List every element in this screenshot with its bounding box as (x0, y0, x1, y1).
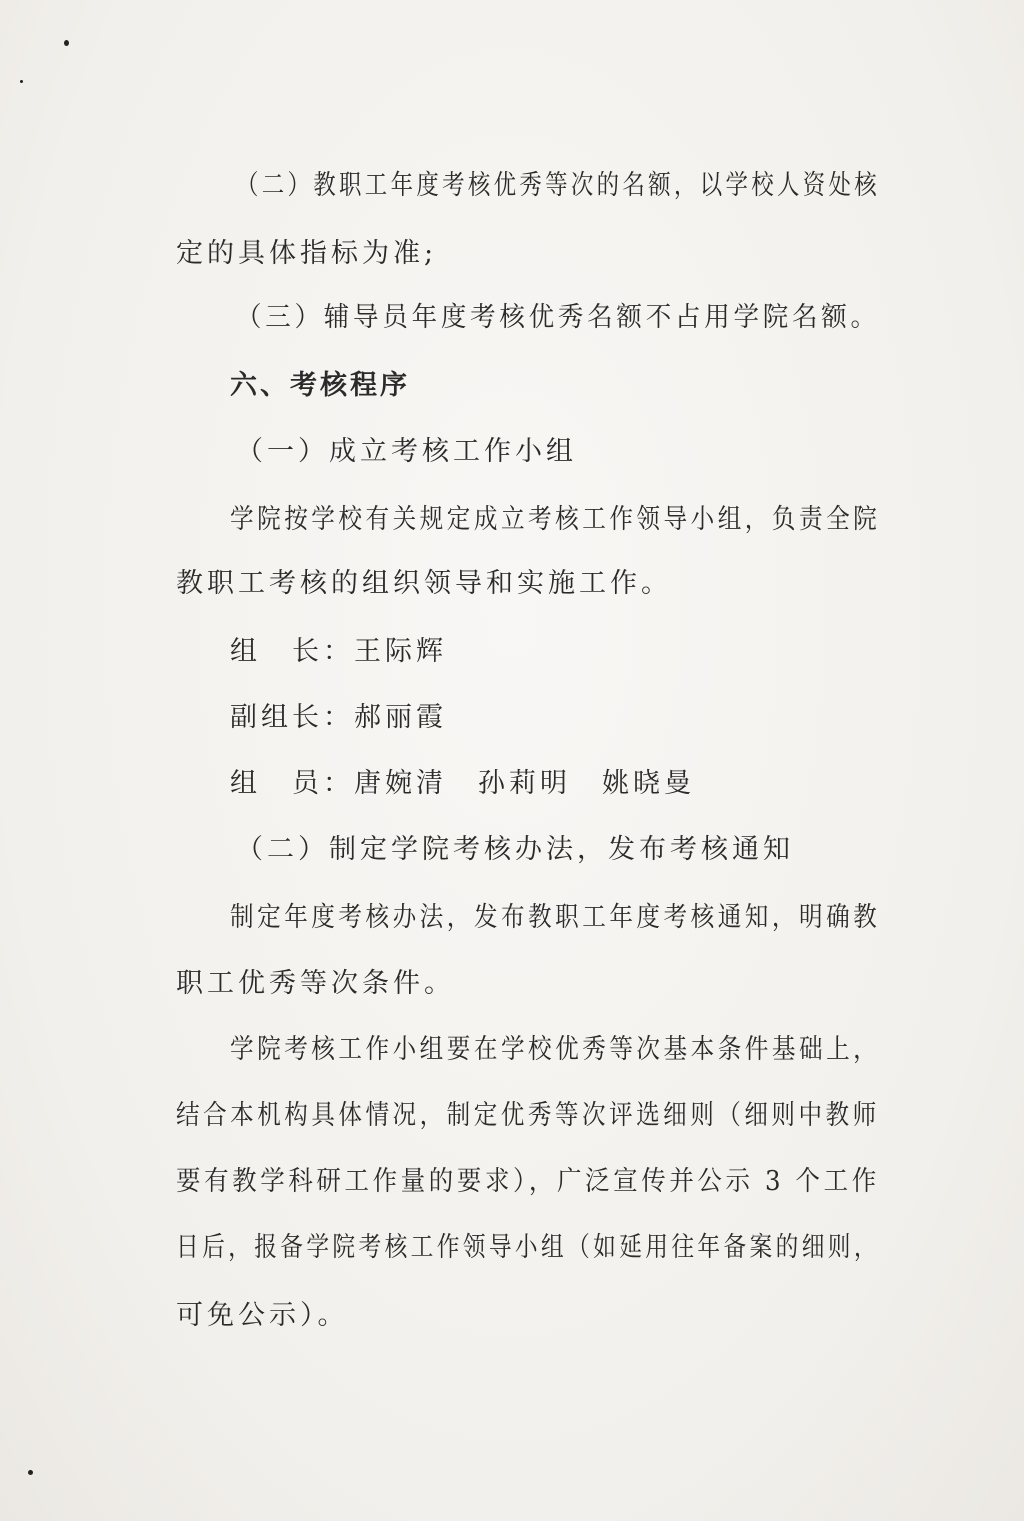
doc-line: 学院按学校有关规定成立考核工作领导小组，负责全院 (230, 504, 881, 535)
doc-line: 职工优秀等次条件。 (176, 968, 455, 999)
subsection-heading: （二）制定学院考核办法，发布考核通知 (236, 834, 794, 865)
scan-speck (28, 1470, 33, 1475)
deputy-leader-line: 副组长：郝丽霞 (230, 702, 447, 733)
doc-line: 定的具体指标为准; (176, 238, 438, 269)
doc-line: 日后，报备学院考核工作领导小组（如延用往年备案的细则， (176, 1232, 880, 1263)
leader-line: 组 长：王际辉 (230, 636, 447, 667)
subsection-heading: （一）成立考核工作小组 (236, 436, 577, 467)
members-line: 组 员：唐婉清 孙莉明 姚晓曼 (230, 768, 695, 799)
doc-line: 可免公示）。 (176, 1300, 349, 1331)
doc-line: 制定年度考核办法，发布教职工年度考核通知，明确教 (230, 902, 881, 933)
doc-line: 结合本机构具体情况，制定优秀等次评选细则（细则中教师 (176, 1100, 880, 1131)
doc-line: 教职工考核的组织领导和实施工作。 (176, 568, 672, 599)
doc-line: （三）辅导员年度考核优秀名额不占用学院名额。 (236, 302, 880, 333)
section-heading: 六、考核程序 (230, 370, 410, 401)
doc-line: （二）教职工年度考核优秀等次的名额，以学校人资处核 (236, 170, 881, 201)
doc-line: 学院考核工作小组要在学校优秀等次基本条件基础上， (230, 1034, 881, 1065)
doc-line: 要有教学科研工作量的要求），广泛宣传并公示 3 个工作 (176, 1166, 880, 1197)
scan-speck (64, 40, 69, 46)
scan-speck (20, 80, 23, 83)
